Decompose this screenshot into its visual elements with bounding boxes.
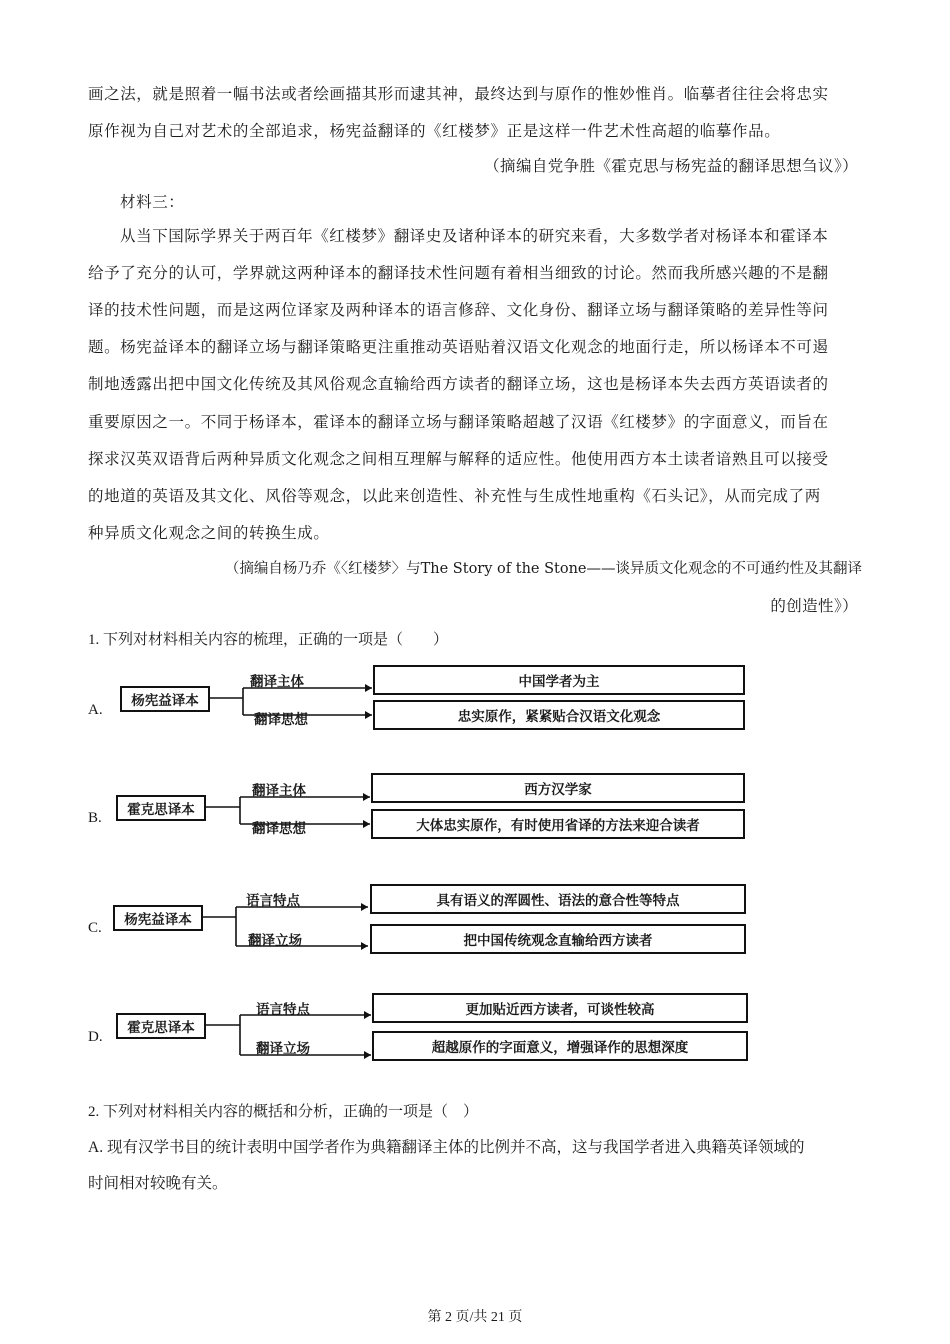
diagram-leaf-box: 西方汉学家 [371,773,745,803]
paragraph-line: 制地透露出把中国文化传统及其风俗观念直输给西方读者的翻译立场，这也是杨译本失去西方英语读者的 [88,375,829,393]
branch-label: 翻译立场 [248,933,302,949]
paragraph-line: 原作视为自己对艺术的全部追求，杨宪益翻译的《红楼梦》正是这样一件艺术性高超的临摹作品。 [88,122,781,140]
source-citation: 的创造性》） [770,597,858,615]
branch-label: 翻译立场 [256,1041,310,1057]
option-letter-b: B. [88,810,102,826]
question-2: 2. 下列对材料相关内容的概括和分析，正确的一项是（ ） [88,1104,479,1120]
branch-label: 语言特点 [256,1002,310,1018]
question-1: 1. 下列对材料相关内容的梳理，正确的一项是（ ） [88,632,449,648]
option-letter-a: A. [88,702,103,718]
diagram-leaf-box: 中国学者为主 [373,665,745,695]
diagram-root-box: 霍克思译本 [116,1013,206,1039]
diagram-root-box: 杨宪益译本 [120,686,210,712]
paragraph-line: 画之法，就是照着一幅书法或者绘画描其形而逮其神，最终达到与原作的惟妙惟肖。临摹者往往会将忠实 [88,85,829,103]
paragraph-line: 种异质文化观念之间的转换生成。 [88,524,330,542]
option-letter-d: D. [88,1029,103,1045]
source-citation: （摘编自杨乃乔《〈红楼梦〉与The Story of the Stone——谈异质文化观念的不可通约性及其翻译 [224,561,862,577]
page-footer: 第 2 页/共 21 页 [427,1310,523,1325]
paragraph-line: 译的技术性问题，而是这两位译家及两种译本的语言修辞、文化身份、翻译立场与翻译策略的差异性等问 [88,301,829,319]
paragraph-line: 重要原因之一。不同于杨译本，霍译本的翻译立场与翻译策略超越了汉语《红楼梦》的字面意义，而旨在 [88,413,829,431]
diagram-leaf-box: 把中国传统观念直输给西方读者 [370,924,746,954]
branch-label: 翻译主体 [250,674,304,690]
diagram-root-box: 杨宪益译本 [113,905,203,931]
diagram-leaf-box: 超越原作的字面意义，增强译作的思想深度 [372,1031,748,1061]
paragraph-line: 探求汉英双语背后两种异质文化观念之间相互理解与解释的适应性。他使用西方本土读者谙熟且可以接受 [88,450,829,468]
branch-label: 语言特点 [246,893,300,909]
source-citation: （摘编自党争胜《霍克思与杨宪益的翻译思想刍议》） [484,157,858,175]
paragraph-line: 从当下国际学界关于两百年《红楼梦》翻译史及诸种译本的研究来看，大多数学者对杨译本和霍译本 [120,227,829,245]
paragraph-line: 给予了充分的认可，学界就这两种译本的翻译技术性问题有着相当细致的讨论。然而我所感兴趣的不是翻 [88,264,829,282]
branch-label: 翻译思想 [254,712,308,728]
paragraph-line: 的地道的英语及其文化、风俗等观念，以此来创造性、补充性与生成性地重构《石头记》，从而完成了两 [88,487,821,505]
option-letter-c: C. [88,920,102,936]
option-a-text: A. 现有汉学书目的统计表明中国学者作为典籍翻译主体的比例并不高，这与我国学者进入典籍英译领域的 [88,1139,805,1156]
option-a-text: 时间相对较晚有关。 [88,1175,228,1192]
diagram-leaf-box: 更加贴近西方读者，可谈性较高 [372,993,748,1023]
material-heading: 材料三： [120,193,185,211]
branch-label: 翻译主体 [252,783,306,799]
diagram-leaf-box: 大体忠实原作，有时使用省译的方法来迎合读者 [371,809,745,839]
diagram-leaf-box: 具有语义的浑圆性、语法的意合性等特点 [370,884,746,914]
diagram-root-box: 霍克思译本 [116,795,206,821]
diagram-leaf-box: 忠实原作，紧紧贴合汉语文化观念 [373,700,745,730]
branch-label: 翻译思想 [252,821,306,837]
paragraph-line: 题。杨宪益译本的翻译立场与翻译策略更注重推动英语贴着汉语文化观念的地面行走，所以杨译本不可遏 [88,338,829,356]
